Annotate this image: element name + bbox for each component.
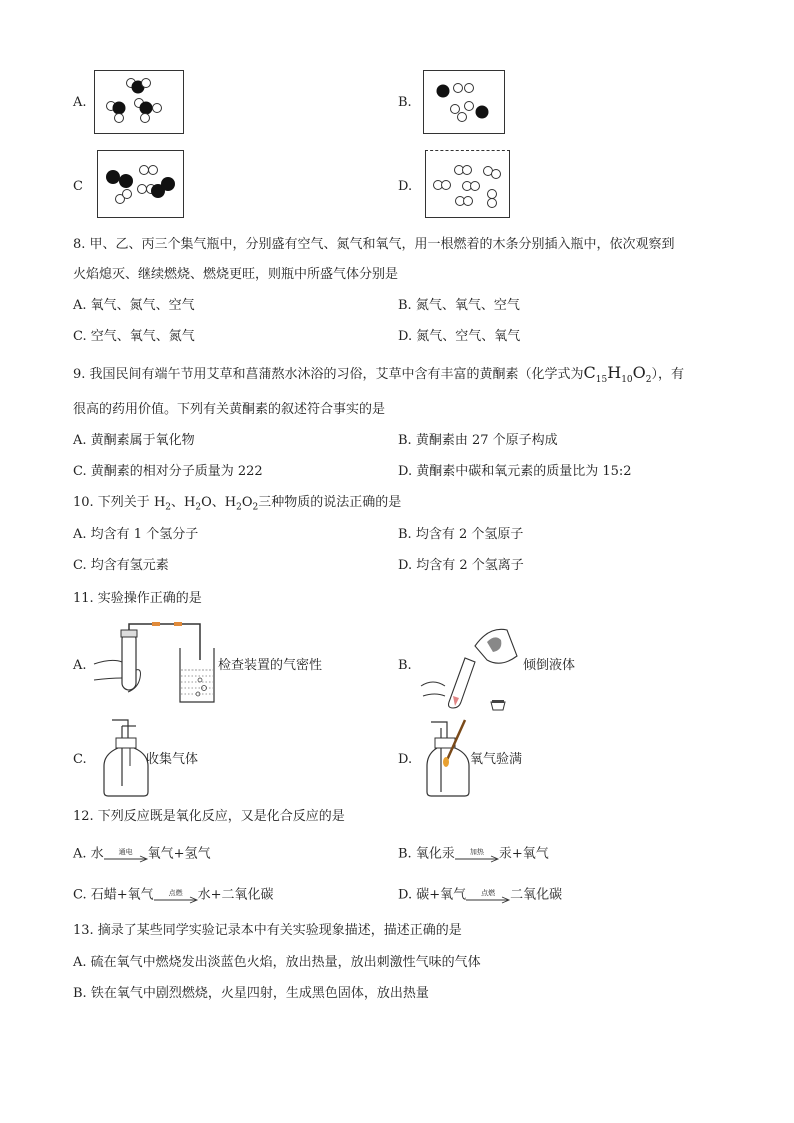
q12-option-d[interactable]: D. 碳+氧气 点燃 二氧化碳 — [398, 886, 562, 905]
q10-option-d[interactable]: D. 均含有 2 个氢离子 — [398, 558, 524, 573]
q9-option-b[interactable]: B. 黄酮素由 27 个原子构成 — [398, 433, 558, 448]
reaction-condition: 加热 — [469, 848, 484, 856]
particle-diagram-b — [424, 71, 504, 133]
q9-stem-post: ），有 — [651, 367, 685, 382]
q11-option-d-label[interactable]: D. — [398, 752, 413, 767]
q12-option-b[interactable]: B. 氧化汞 加热 汞+氧气 — [398, 845, 549, 864]
q9-stem-line1 — [73, 364, 684, 389]
molecule-1 — [127, 79, 151, 94]
q7-diagram-c — [97, 150, 184, 218]
q7-option-a-label[interactable]: A. — [73, 95, 87, 110]
reaction-condition: 点燃 — [481, 889, 496, 897]
q10-option-b[interactable]: B. 均含有 2 个氢原子 — [398, 527, 524, 542]
q7-diagram-b — [423, 70, 505, 134]
reaction-arrow-icon — [154, 896, 198, 904]
q9-option-a[interactable]: A. 黄酮素属于氧化物 — [73, 433, 195, 448]
q13-option-a[interactable]: A. 硫在氧气中燃烧发出淡蓝色火焰，放出热量，放出刺激性气味的气体 — [73, 955, 481, 970]
q12-stem: 12. 下列反应既是氧化反应，又是化合反应的是 — [73, 809, 345, 824]
q8-option-c[interactable]: C. 空气、氧气、氮气 — [73, 329, 195, 344]
q9-option-d[interactable]: D. 黄酮素中碳和氧元素的质量比为 15:2 — [398, 464, 632, 479]
q9-option-c[interactable]: C. 黄酮素的相对分子质量为 222 — [73, 464, 263, 479]
q10-option-c[interactable]: C. 均含有氢元素 — [73, 558, 169, 573]
chemical-formula: $C_{15}H_{10}O_2$ — [583, 363, 652, 386]
q11-option-d-caption: 氧气验满 — [470, 752, 523, 767]
q11-option-a-label[interactable]: A. — [73, 658, 87, 673]
q11-option-b-label[interactable]: B. — [398, 658, 412, 673]
q8-stem-line1: 8. 甲、乙、丙三个集气瓶中，分别盛有空气、氮气和氧气，用一根燃着的木条分别插入瓶中，依次观察到 — [73, 237, 675, 252]
q7-option-c-label[interactable]: C — [73, 179, 83, 194]
particle-diagram-c — [98, 151, 183, 217]
q9-stem-line2: 很高的药用价值。下列有关黄酮素的叙述符合事实的是 — [73, 402, 386, 417]
q12-option-a[interactable]: A. 水 通电 氧气+氢气 — [73, 845, 211, 864]
q7-option-b-label[interactable]: B. — [398, 95, 412, 110]
q10-stem: 10. 下列关于 $H_2$、$H_2O$、$H_2O_2$三种物质的说法正确的是 — [73, 495, 402, 513]
q12-option-c[interactable]: C. 石蜡+氧气 点燃 水+二氧化碳 — [73, 886, 274, 905]
q7-option-d-label[interactable]: D. — [398, 179, 413, 194]
q13-option-b[interactable]: B. 铁在氧气中剧烈燃烧，火星四射，生成黑色固体，放出热量 — [73, 986, 429, 1001]
q8-option-a[interactable]: A. 氧气、氮气、空气 — [73, 298, 195, 313]
q11-option-c-caption: 收集气体 — [146, 752, 199, 767]
reaction-arrow-icon — [466, 896, 510, 904]
q8-option-b[interactable]: B. 氮气、氧气、空气 — [398, 298, 520, 313]
q11-option-c-label[interactable]: C. — [73, 752, 87, 767]
reaction-arrow-icon — [455, 855, 499, 863]
q7-diagram-a — [94, 70, 184, 134]
q11-option-b-caption: 倾倒液体 — [523, 658, 576, 673]
molecule-3 — [135, 99, 162, 123]
q8-option-d[interactable]: D. 氮气、空气、氧气 — [398, 329, 521, 344]
molecule-2 — [107, 102, 126, 123]
q10-option-a[interactable]: A. 均含有 1 个氢分子 — [73, 527, 199, 542]
reaction-condition: 点燃 — [168, 889, 183, 897]
q7-diagram-d — [425, 150, 510, 218]
particle-diagram-a — [95, 71, 183, 133]
q8-stem-line2: 火焰熄灭、继续燃烧、燃烧更旺，则瓶中所盛气体分别是 — [73, 267, 399, 282]
q11-stem: 11. 实验操作正确的是 — [73, 591, 202, 606]
pouring-liquid-icon — [415, 616, 525, 716]
reaction-arrow-icon — [104, 855, 148, 863]
q11-option-a-caption: 检查装置的气密性 — [218, 658, 323, 673]
q9-stem-pre: 9. 我国民间有端午节用艾草和菖蒲熬水沐浴的习俗，艾草中含有丰富的黄酮素（化学式为 — [73, 367, 584, 382]
airtightness-apparatus-icon — [92, 618, 217, 710]
q13-stem: 13. 摘录了某些同学实验记录本中有关实验现象描述，描述正确的是 — [73, 923, 462, 938]
reaction-condition: 通电 — [118, 848, 133, 856]
particle-diagram-d — [426, 151, 509, 217]
